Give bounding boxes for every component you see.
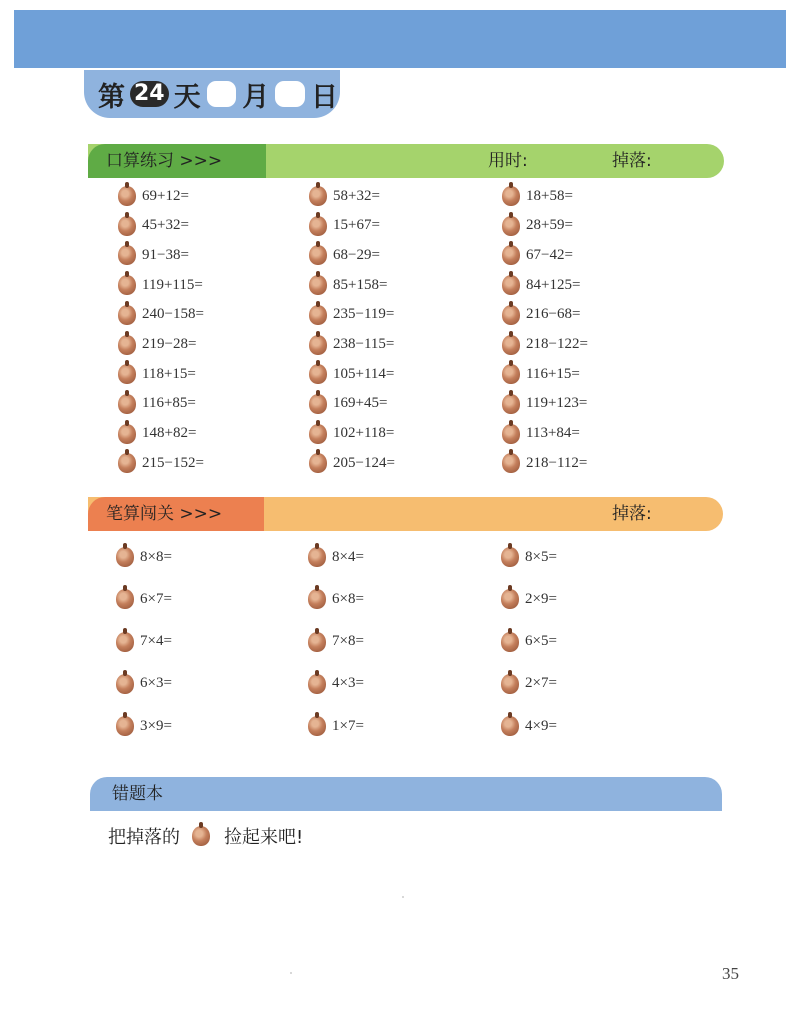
- oral-problem-expression: 45+32=: [142, 217, 189, 234]
- nut-icon: [118, 453, 136, 473]
- nut-icon: [118, 245, 136, 265]
- written-problem-expression: 7×4=: [140, 633, 172, 650]
- oral-problem-item: [118, 186, 189, 206]
- nut-icon: [118, 424, 136, 444]
- nut-icon: [502, 335, 520, 355]
- mistakes-bar: [90, 777, 722, 811]
- oral-problem-expression: 219−28=: [142, 336, 197, 352]
- written-problem-item: [501, 632, 557, 652]
- written-problem-expression: 8×4=: [332, 548, 364, 565]
- nut-icon: [118, 335, 136, 355]
- oral-problem-item: [309, 305, 394, 325]
- oral-problem-item: [118, 275, 203, 295]
- oral-problem-expression: 169+45=: [333, 395, 388, 412]
- nut-icon: [116, 547, 134, 567]
- nut-icon: [309, 305, 327, 325]
- nut-icon: [502, 394, 520, 414]
- written-problem-expression: 4×3=: [332, 675, 364, 692]
- oral-problem-expression: 67−42=: [526, 246, 573, 263]
- prompt-before: 把掉落的: [108, 827, 180, 848]
- written-problem-expression: 6×3=: [140, 675, 172, 692]
- oral-problem-item: [309, 364, 394, 384]
- nut-icon: [309, 424, 327, 444]
- oral-problem-expression: 118+15=: [142, 365, 196, 382]
- oral-problem-expression: 28+59=: [526, 217, 573, 234]
- nut-icon: [502, 216, 520, 236]
- oral-problem-expression: 218−112=: [526, 454, 588, 471]
- nut-icon: [502, 186, 520, 206]
- scan-speck: [402, 896, 404, 898]
- oral-problem-expression: 119+123=: [526, 395, 588, 412]
- written-problem-item: [308, 547, 364, 567]
- written-problem-item: [501, 674, 557, 694]
- oral-problem-item: [309, 453, 395, 473]
- nut-icon: [502, 424, 520, 444]
- oral-problem-item: [502, 335, 588, 355]
- oral-problem-item: [309, 186, 380, 206]
- oral-problem-expression: 68−29=: [333, 246, 380, 263]
- top-color-band: [14, 10, 786, 68]
- oral-problem-expression: 105+114=: [333, 365, 395, 382]
- oral-problem-expression: 91−38=: [142, 246, 189, 263]
- oral-problem-expression: 148+82=: [142, 425, 197, 442]
- written-problem-expression: 6×8=: [332, 590, 364, 607]
- oral-problem-item: [118, 424, 196, 444]
- nut-icon: [501, 716, 519, 736]
- oral-problem-item: [502, 245, 573, 265]
- nut-icon: [502, 364, 520, 384]
- oral-problem-expression: 205−124=: [333, 454, 395, 471]
- oral-problem-item: [309, 245, 380, 265]
- oral-problem-expression: 58+32=: [333, 187, 380, 204]
- nut-icon: [118, 305, 136, 325]
- oral-problem-item: [502, 186, 573, 206]
- written-problem-item: [501, 547, 557, 567]
- oral-problem-item: [118, 394, 196, 414]
- oral-drop-label: 掉落:: [612, 151, 652, 171]
- oral-problem-expression: 116+85=: [142, 395, 196, 412]
- written-problem-expression: 3×9=: [140, 717, 172, 734]
- date-blank[interactable]: [275, 81, 305, 107]
- page-number: 35: [722, 964, 739, 983]
- written-problem-item: [501, 716, 557, 736]
- oral-problem-item: [502, 364, 580, 384]
- nut-icon: [192, 826, 210, 846]
- oral-problem-item: [502, 394, 587, 414]
- written-problem-item: [116, 547, 172, 567]
- nut-icon: [308, 716, 326, 736]
- nut-icon: [501, 674, 519, 694]
- nut-icon: [309, 394, 327, 414]
- written-problem-expression: 7×8=: [332, 633, 364, 650]
- oral-problem-item: [309, 335, 394, 355]
- time-used-label: 用时:: [488, 151, 528, 171]
- nut-icon: [308, 674, 326, 694]
- nut-icon: [502, 245, 520, 265]
- oral-problem-expression: 235−119=: [333, 306, 395, 323]
- written-problem-item: [308, 674, 364, 694]
- day-suffix: 天: [173, 81, 201, 113]
- written-problem-item: [308, 589, 364, 609]
- day-prefix: 第: [98, 81, 125, 113]
- scan-speck: [290, 972, 292, 974]
- mistakes-title: 错题本: [112, 784, 163, 804]
- oral-problem-item: [118, 305, 204, 325]
- nut-icon: [501, 547, 519, 567]
- month-label: 月: [242, 81, 270, 113]
- nut-icon: [501, 589, 519, 609]
- written-problem-expression: 8×5=: [525, 548, 557, 565]
- oral-problem-expression: 18+58=: [526, 187, 573, 204]
- nut-icon: [118, 216, 136, 236]
- nut-icon: [116, 632, 134, 652]
- oral-practice-bar: [88, 144, 724, 178]
- oral-practice-title: 口算练习 >>>: [88, 144, 266, 178]
- oral-problem-expression: 85+158=: [333, 276, 388, 293]
- nut-icon: [118, 275, 136, 295]
- oral-problem-item: [502, 216, 573, 236]
- oral-problem-expression: 69+12=: [142, 187, 189, 204]
- oral-problem-item: [309, 424, 394, 444]
- nut-icon: [308, 589, 326, 609]
- nut-icon: [309, 245, 327, 265]
- oral-problem-expression: 216−68=: [526, 306, 581, 323]
- nut-icon: [309, 186, 327, 206]
- written-problem-item: [308, 632, 364, 652]
- written-problem-expression: 6×5=: [525, 633, 557, 650]
- written-problem-item: [116, 674, 172, 694]
- written-challenge-bar: [88, 497, 723, 531]
- nut-icon: [501, 632, 519, 652]
- written-problem-expression: 8×8=: [140, 548, 172, 565]
- nut-icon: [309, 364, 327, 384]
- date-label: 日: [311, 81, 338, 113]
- oral-problem-item: [118, 453, 204, 473]
- nut-icon: [309, 275, 327, 295]
- nut-icon: [308, 632, 326, 652]
- oral-problem-expression: 215−152=: [142, 454, 204, 471]
- oral-problem-item: [309, 275, 387, 295]
- oral-problem-expression: 113+84=: [526, 425, 580, 442]
- nut-icon: [118, 186, 136, 206]
- written-problem-expression: 6×7=: [140, 590, 172, 607]
- oral-problem-item: [118, 364, 196, 384]
- oral-problem-item: [309, 216, 380, 236]
- nut-icon: [309, 453, 327, 473]
- nut-icon: [118, 394, 136, 414]
- written-problem-expression: 1×7=: [332, 717, 364, 734]
- oral-problem-item: [502, 453, 587, 473]
- nut-icon: [308, 547, 326, 567]
- oral-problem-item: [309, 394, 387, 414]
- nut-icon: [309, 335, 327, 355]
- written-problem-item: [116, 632, 172, 652]
- oral-problem-item: [118, 245, 189, 265]
- nut-icon: [309, 216, 327, 236]
- oral-problem-expression: 240−158=: [142, 306, 204, 323]
- written-problem-item: [501, 589, 557, 609]
- nut-icon: [502, 453, 520, 473]
- oral-problem-expression: 119+115=: [142, 276, 203, 293]
- prompt-after: 捡起来吧!: [224, 827, 304, 848]
- nut-icon: [116, 589, 134, 609]
- oral-problem-item: [502, 424, 580, 444]
- oral-problem-item: [118, 216, 189, 236]
- written-challenge-title: 笔算闯关 >>>: [88, 497, 264, 531]
- nut-icon: [502, 305, 520, 325]
- oral-problem-expression: 84+125=: [526, 276, 581, 293]
- day-number: 24: [130, 81, 169, 107]
- oral-problem-expression: 15+67=: [333, 217, 380, 234]
- oral-problem-expression: 238−115=: [333, 336, 395, 352]
- day-header: [84, 70, 340, 118]
- oral-problem-expression: 102+118=: [333, 425, 395, 442]
- oral-problem-item: [502, 275, 580, 295]
- written-problem-expression: 2×9=: [525, 590, 557, 607]
- nut-icon: [116, 674, 134, 694]
- nut-icon: [116, 716, 134, 736]
- month-blank[interactable]: [207, 81, 237, 107]
- nut-icon: [502, 275, 520, 295]
- oral-problem-expression: 116+15=: [526, 365, 580, 382]
- nut-icon: [118, 364, 136, 384]
- written-problem-item: [116, 716, 172, 736]
- written-problem-expression: 4×9=: [525, 717, 557, 734]
- written-problem-expression: 2×7=: [525, 675, 557, 692]
- written-drop-label: 掉落:: [612, 504, 652, 524]
- oral-problem-expression: 218−122=: [526, 336, 588, 352]
- oral-problem-item: [118, 335, 196, 355]
- written-problem-item: [308, 716, 364, 736]
- mistakes-prompt: [108, 823, 303, 849]
- oral-problem-item: [502, 305, 580, 325]
- written-problem-item: [116, 589, 172, 609]
